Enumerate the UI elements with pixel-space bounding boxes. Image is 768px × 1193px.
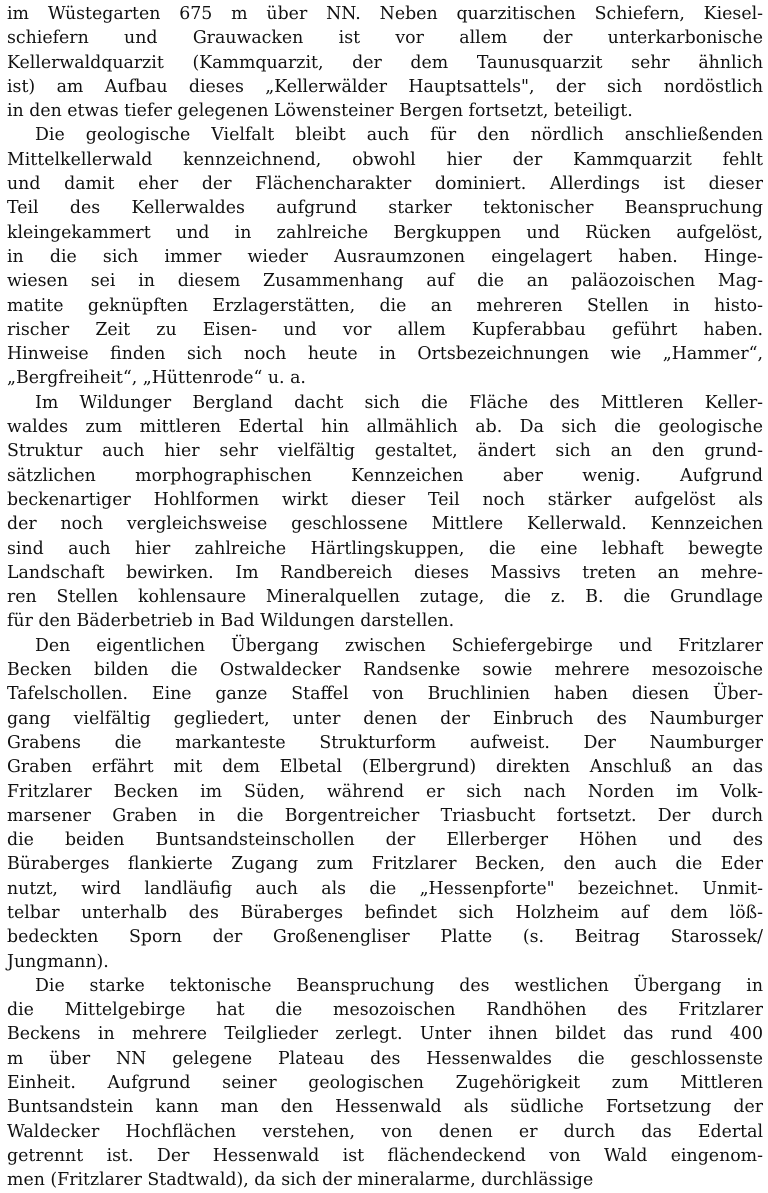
text-line: Jungmann). — [7, 951, 109, 972]
paragraph — [7, 2, 763, 123]
text-line: Mittelkellerwald kennzeichnend, obwohl hier der Kammquarzit fehlt — [7, 149, 763, 170]
text-line: Landschaft bewirken. Im Randbereich dieses Massivs treten an mehre- — [7, 562, 763, 583]
text-line: sätzlichen morphographischen Kennzeichen aber wenig. Aufgrund — [7, 465, 763, 486]
text-line: m über NN gelegene Plateau des Hessenwaldes die geschlossenste — [7, 1048, 763, 1069]
text-line: in den etwas tiefer gelegenen Löwensteiner Bergen fortsetzt, beteiligt. — [7, 101, 633, 122]
text-line: matite geknüpften Erzlagerstätten, die an mehreren Stellen in histo- — [7, 295, 763, 316]
text-line: Kellerwaldquarzit (Kammquarzit, der dem Taunusquarzit sehr ähnlich — [7, 52, 763, 73]
text-line: Tafelschollen. Eine ganze Staffel von Bruchlinien haben diesen Über- — [7, 684, 763, 705]
text-line: Den eigentlichen Übergang zwischen Schiefergebirge und Fritzlarer — [35, 635, 763, 656]
paragraph — [7, 974, 763, 1193]
text-line: Im Wildunger Bergland dacht sich die Fläche des Mittleren Keller- — [35, 392, 763, 413]
text-line: Struktur auch hier sehr vielfältig gestaltet, ändert sich an den grund- — [7, 441, 763, 462]
text-line: der noch vergleichsweise geschlossene Mittlere Kellerwald. Kennzeichen — [7, 514, 763, 535]
text-line: kleingekammert und in zahlreiche Bergkuppen und Rücken aufgelöst, — [7, 222, 763, 243]
text-line: sind auch hier zahlreiche Härtlingskuppen, die eine lebhaft bewegte — [7, 538, 763, 559]
text-line: beckenartiger Hohlformen wirkt dieser Teil noch stärker aufgelöst als — [7, 489, 763, 510]
text-line: im Wüstegarten 675 m über NN. Neben quarzitischen Schiefern, Kiesel- — [7, 4, 763, 24]
text-line: bedeckten Sporn der Großenengliser Platte (s. Beitrag Starossek/ — [7, 927, 763, 948]
text-line: Die geologische Vielfalt bleibt auch für den nördlich anschließenden — [35, 125, 763, 146]
text-line: ren Stellen kohlensaure Mineralquellen zutage, die z. B. die Grundlage — [7, 587, 763, 608]
text-line: rischer Zeit zu Eisen- und vor allem Kupferabbau geführt haben. — [7, 319, 763, 340]
text-line: Grabens die markanteste Strukturform aufweist. Der Naumburger — [7, 732, 763, 753]
text-line: die beiden Buntsandsteinschollen der Ellerberger Höhen und des — [7, 830, 763, 851]
text-line: Die starke tektonische Beanspruchung des westlichen Übergang in — [35, 975, 763, 996]
paragraph — [7, 391, 763, 634]
text-line: Buntsandstein kann man den Hessenwald als südliche Fortsetzung der — [7, 1097, 763, 1118]
text-line: Fritzlarer Becken im Süden, während er sich nach Norden im Volk- — [7, 781, 763, 802]
text-line: nutzt, wird landläufig auch als die „Hessenpforte" bezeichnet. Unmit- — [7, 878, 763, 899]
text-line: Graben erfährt mit dem Elbetal (Elbergrund) direkten Anschluß an das — [7, 757, 763, 778]
text-line: getrennt ist. Der Hessenwald ist flächendeckend von Wald eingenom- — [7, 1145, 763, 1166]
text-line: waldes zum mittleren Edertal hin allmählich ab. Da sich die geologische — [7, 417, 763, 438]
document-page — [7, 2, 763, 1193]
text-line: in die sich immer wieder Ausraumzonen eingelagert haben. Hinge- — [7, 246, 763, 267]
text-line: wiesen sei in diesem Zusammenhang auf die an paläozoischen Mag- — [7, 271, 763, 292]
text-line: marsener Graben in die Borgentreicher Triasbucht fortsetzt. Der durch — [7, 805, 763, 826]
text-line: Büraberges flankierte Zugang zum Fritzlarer Becken, den auch die Eder — [7, 854, 763, 875]
text-line: Einheit. Aufgrund seiner geologischen Zugehörigkeit zum Mittleren — [7, 1073, 763, 1094]
text-line: gang vielfältig gegliedert, unter denen der Einbruch des Naumburger — [7, 708, 763, 729]
text-line: die Mittelgebirge hat die mesozoischen Randhöhen des Fritzlarer — [7, 1000, 763, 1021]
text-line: Beckens in mehrere Teilglieder zerlegt. Unter ihnen bildet das rund 400 — [7, 1024, 763, 1045]
text-line: Teil des Kellerwaldes aufgrund starker tektonischer Beanspruchung — [7, 198, 763, 219]
paragraph — [7, 123, 763, 390]
text-line: Becken bilden die Ostwaldecker Randsenke sowie mehrere mesozoische — [7, 660, 763, 681]
text-line: men (Fritzlarer Stadtwald), da sich der mineralarme, durchlässige — [7, 1170, 594, 1191]
text-line: ist) am Aufbau dieses „Kellerwälder Hauptsattels", der sich nordöstlich — [7, 76, 763, 97]
text-line: „Bergfreiheit“, „Hüttenrode“ u. a. — [7, 368, 306, 389]
text-line: Hinweise finden sich noch heute in Ortsbezeichnungen wie „Hammer“, — [7, 344, 763, 365]
text-line: schiefern und Grauwacken ist vor allem der unterkarbonische — [7, 28, 763, 49]
text-line: Waldecker Hochflächen verstehen, von denen er durch das Edertal — [7, 1121, 763, 1142]
text-line: und damit eher der Flächencharakter dominiert. Allerdings ist dieser — [7, 174, 763, 195]
paragraph — [7, 634, 763, 974]
text-line: für den Bäderbetrieb in Bad Wildungen darstellen. — [7, 611, 455, 632]
text-line: telbar unterhalb des Büraberges befindet sich Holzheim auf dem löß- — [7, 902, 763, 923]
